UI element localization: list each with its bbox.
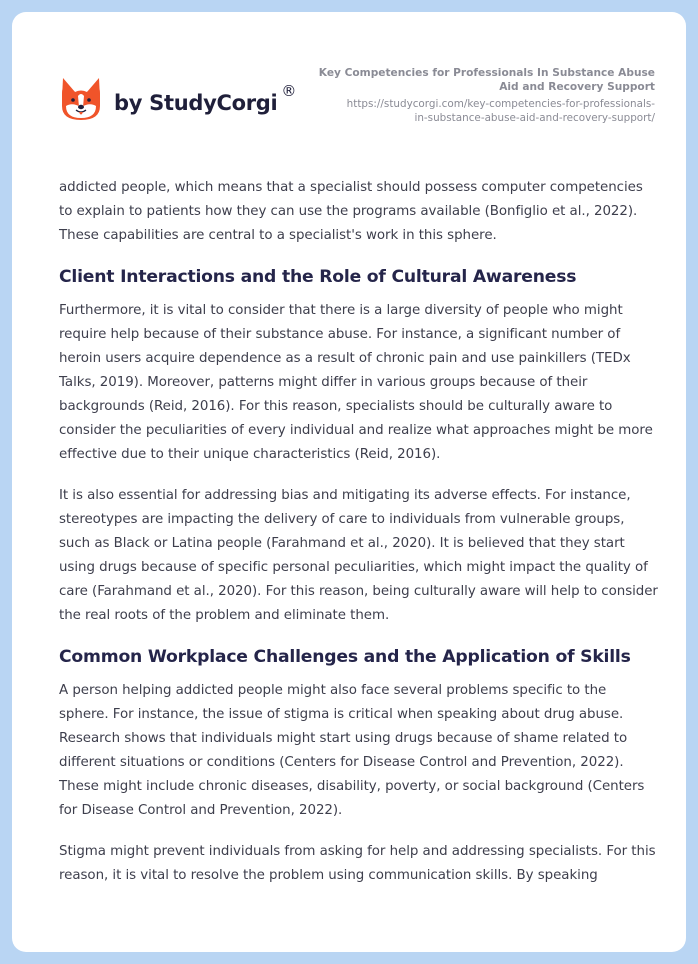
document-title xyxy=(295,66,655,94)
studycorgi-logo[interactable] xyxy=(60,76,296,122)
document-url[interactable] xyxy=(295,97,655,125)
section-heading-client-interactions: Client Interactions and the Role of Cultural Awareness xyxy=(59,267,577,287)
paragraph: It is also essential for addressing bias and mitigating its adverse effects. For instance, stereotypes are impacting the delivery of care to individuals from vulnerable groups, such as Black or Latina people (Farahmand et al., 2020). It is believed that they start using drugs because of specific personal peculiarities, which might impact the quality of care (Farahmand et al., 2020). For this reason, being culturally aware will help to consider the real roots of the problem and eliminate them. xyxy=(59,488,658,623)
document-card xyxy=(12,12,686,952)
document-url-line-2[interactable]: in-substance-abuse-aid-and-recovery-support/ xyxy=(414,112,655,124)
paragraph: Furthermore, it is vital to consider that there is a large diversity of people who might require help because of their substance abuse. For instance, a significant number of heroin users acquire dependence as a result of chronic pain and use painkillers (TEDx Talks, 2019). Moreover, patterns might differ in various groups because of their backgrounds (Reid, 2016). For this reason, specialists should be culturally aware to consider the peculiarities of every individual and realize what approaches might be more effective due to their unique characteristics (Reid, 2016). xyxy=(59,303,653,462)
document-title-line-2: Aid and Recovery Support xyxy=(499,81,655,93)
article-body xyxy=(59,176,659,905)
section-heading-workplace-challenges: Common Workplace Challenges and the Application of Skills xyxy=(59,647,631,667)
logo-text: by StudyCorgi xyxy=(114,91,278,115)
page-header xyxy=(12,12,686,162)
document-meta xyxy=(295,66,655,125)
document-url-line-1[interactable]: https://studycorgi.com/key-competencies-for-professionals- xyxy=(346,98,655,110)
paragraph: Stigma might prevent individuals from asking for help and addressing specialists. For this reason, it is vital to resolve the problem using communication skills. By speaking xyxy=(59,844,656,883)
registered-mark: ® xyxy=(281,82,297,100)
document-title-line-1: Key Competencies for Professionals In Substance Abuse xyxy=(318,67,655,79)
corgi-logo-icon xyxy=(60,76,102,122)
paragraph: addicted people, which means that a specialist should possess computer competencies to explain to patients how they can use the programs available (Bonfiglio et al., 2022). These capabilities are central to a specialist's work in this sphere. xyxy=(59,180,643,243)
paragraph: A person helping addicted people might also face several problems specific to the sphere. For instance, the issue of stigma is critical when speaking about drug abuse. Research shows that individuals might start using drugs because of shame related to different situations or conditions (Centers for Disease Control and Prevention, 2022). These might include chronic diseases, disability, poverty, or social background (Centers for Disease Control and Prevention, 2022). xyxy=(59,683,645,818)
